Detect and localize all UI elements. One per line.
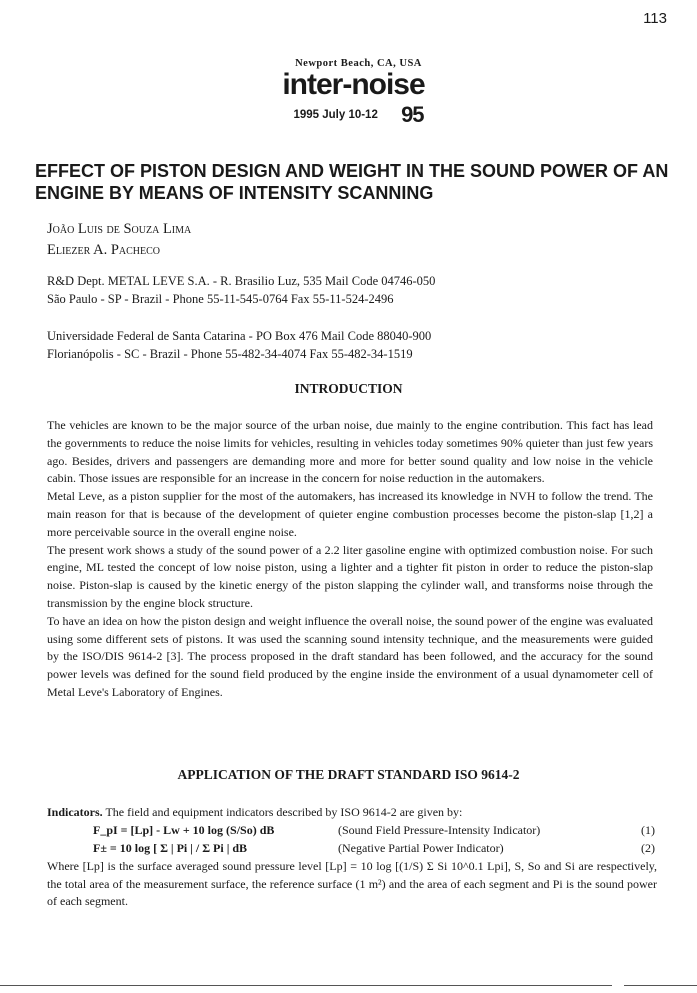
conference-header [0,58,697,128]
affiliation-ufsc [47,327,431,363]
author: João Luis de Souza Lima [47,221,192,237]
author: Eliezer A. Pacheco [47,242,161,258]
footer-rule [0,985,612,986]
affiliation-line: São Paulo - SP - Brazil - Phone 55-11-545-0764 Fax 55-11-524-2496 [47,292,394,306]
affiliation-metal-leve [47,272,435,308]
where-text: Where [Lp] is the surface averaged sound pressure level [Lp] = 10 log [(1/S) Σ Si 10^0.1 Lpi], S, So and Si are respectively, the total area of the measurement surface, the reference surface (1 m²) and the area of each segment and Pi is the sound power of each segment. [47,858,657,909]
conference-logo: inter-noise [282,68,425,101]
indicators-label: Indicators. [47,805,103,819]
equation-number: (1) [641,822,655,837]
paragraph: The vehicles are known to be the major source of the urban noise, due mainly to the engine contribution. This fact has lead the governments to reduce the noise limits for vehicles, resulting in vehicles today sometimes 90% quieter than just few years ago. Besides, drivers and passengers are demanding more and more for better sound quality and low noise in the vehicle cabin. Those issues are responsible for an increase in the concern for noise reduction in the automakers. [47,418,653,486]
equation-description: (Sound Field Pressure-Intensity Indicator) [338,822,541,837]
paragraph: The present work shows a study of the sound power of a 2.2 liter gasoline engine with optimized combustion noise. For such engine, ML tested the concept of low noise piston, using a lighter and a tighter fit piston in order to reduce the piston-slap noise. Piston-slap is caused by the kinetic energy of the piston slapping the cylinder wall, and transforms noise through the transmission by the engine block structure. [47,542,653,610]
equation-formula: F_pI = [Lp] - Lw + 10 log (S/So) dB [93,822,275,837]
paragraph: Metal Leve, as a piston supplier for the most of the automakers, has increased its knowledge in NVH to follow the trend. The main reason for that is because of the development of quieter engine combustion processes become the piston-slap [1,2] a more perceivable source in the overall engine noise. [47,489,653,539]
introduction-heading: INTRODUCTION [294,381,403,396]
affiliation-line: R&D Dept. METAL LEVE S.A. - R. Brasilio Luz, 535 Mail Code 04746-050 [47,274,436,288]
conference-date: 1995 July 10-12 [293,109,378,121]
indicators-intro [47,804,657,822]
equation-description: (Negative Partial Power Indicator) [338,840,504,855]
affiliation-line: Universidade Federal de Santa Catarina - PO Box 476 Mail Code 88040-900 [47,329,432,343]
equation-formula: F± = 10 log [ Σ | Pi | / Σ Pi | dB [93,840,248,855]
indicators-text: The field and equipment indicators described by ISO 9614-2 are given by: [105,805,463,819]
page-number: 113 [643,10,667,27]
indicators-section [47,804,657,911]
equation-number: (2) [641,840,655,855]
conference-year: 95 [401,102,424,127]
conference-place: Newport Beach, CA, USA [295,58,422,69]
paragraph: To have an idea on how the piston design and weight influence the overall noise, the sound power of the engine was evaluated using some different sets of pistons. It was used the scanning sound intensity technique, and the measurements were guided by the ISO/DIS 9614-2 [3]. The process proposed in the draft standard has been followed, and the accuracy for the sound power levels was defined for the sound field produced by the engine inside the environment of a usual dynamometer cell of Metal Leve's Laboratory of Engines. [47,613,653,699]
paper-title: EFFECT OF PISTON DESIGN AND WEIGHT IN THE SOUND POWER OF AN ENGINE BY MEANS OF INTENSITY SCANNING [35,161,669,203]
introduction-body [47,417,653,702]
affiliation-line: Florianópolis - SC - Brazil - Phone 55-482-34-4074 Fax 55-482-34-1519 [47,347,413,361]
equation-1 [47,822,657,840]
conference-date-line [0,102,697,128]
application-heading: APPLICATION OF THE DRAFT STANDARD ISO 9614-2 [177,767,520,782]
equation-2 [47,840,657,858]
author-list [47,219,191,261]
footer-rule [624,985,697,986]
